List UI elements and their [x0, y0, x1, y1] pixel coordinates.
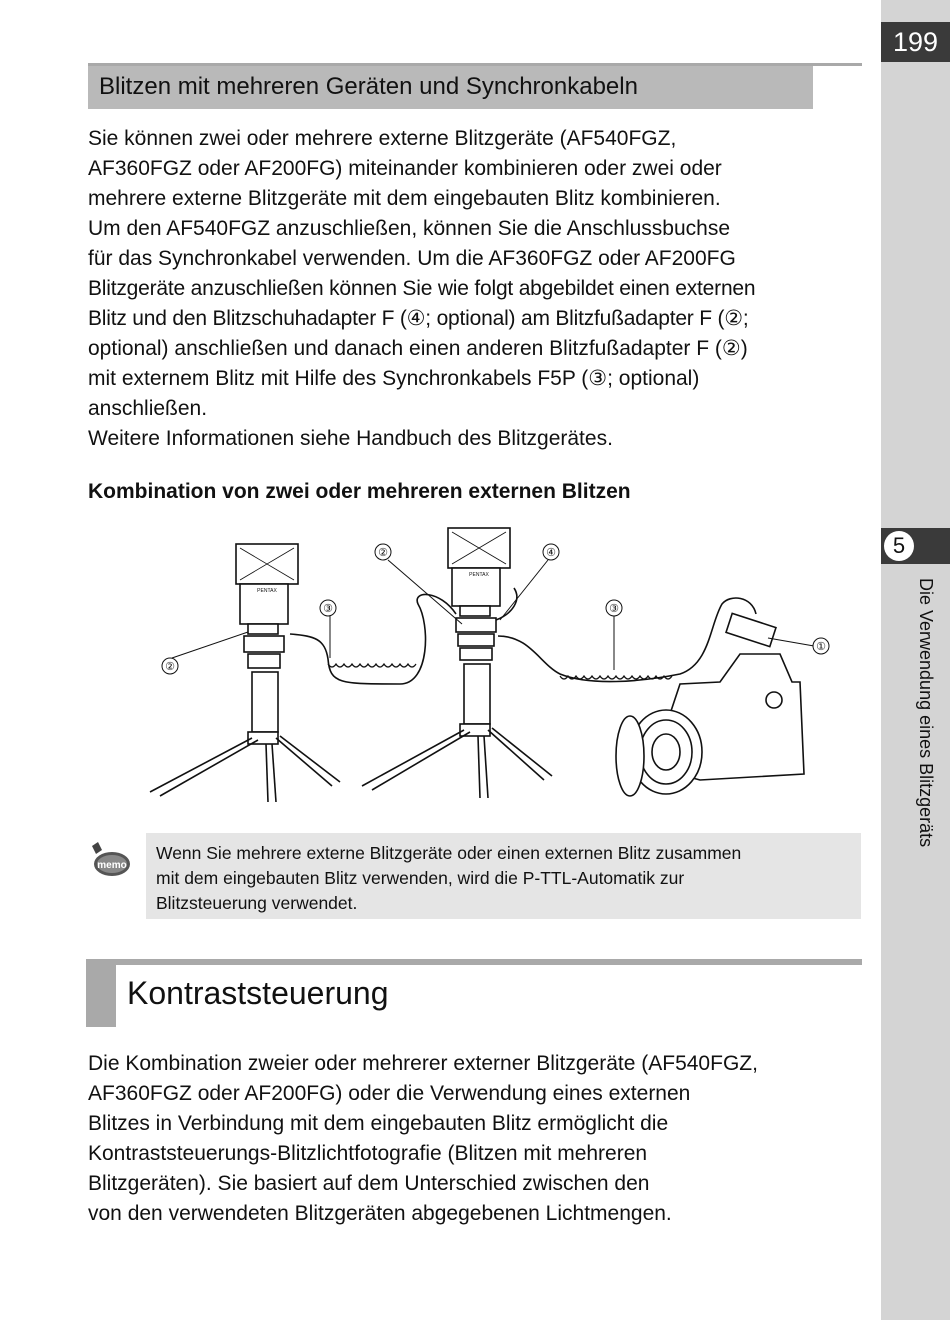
camera-body: [616, 613, 804, 796]
body-line: für das Synchronkabel verwenden. Um die AF360FGZ oder AF200FG: [88, 247, 736, 270]
memo-icon-label: memo: [97, 860, 127, 871]
body-line: Kontraststeuerungs-Blitzlichtfotografie (Blitzen mit mehreren: [88, 1142, 648, 1165]
callout-label: ②: [378, 547, 388, 559]
page-number: 199: [881, 22, 950, 62]
section2-rule: [86, 959, 862, 965]
callout-label: ④: [546, 547, 556, 559]
body-line: Blitz und den Blitzschuhadapter F (④; optional) am Blitzfußadapter F (②;: [88, 307, 749, 330]
body-line: Sie können zwei oder mehrere externe Blitzgeräte (AF540FGZ,: [88, 127, 677, 150]
callout-label: ①: [816, 641, 826, 653]
flash-brand-label: PENTAX: [469, 572, 489, 578]
flash-brand-label: PENTAX: [257, 588, 277, 594]
body-line: Blitzgeräte anzuschließen können Sie wie folgt abgebildet einen externen: [88, 277, 756, 300]
section2-body: [88, 1049, 863, 1229]
memo-icon: [88, 840, 132, 880]
callout-label: ③: [323, 603, 333, 615]
left-flash-unit: [150, 544, 340, 802]
callout-label: ③: [609, 603, 619, 615]
memo-line: mit dem eingebauten Blitz verwenden, wird die P-TTL-Automatik zur: [156, 868, 685, 888]
subheading: Kombination von zwei oder mehreren externen Blitzen: [88, 480, 631, 503]
body-line: AF360FGZ oder AF200FG) oder die Verwendung eines externen: [88, 1082, 691, 1105]
memo-line: Wenn Sie mehrere externe Blitzgeräte oder einen externen Blitz zusammen: [156, 843, 742, 863]
section2-bar: [86, 965, 116, 1027]
body-line: von den verwendeten Blitzgeräten abgegebenen Lichtmengen.: [88, 1202, 672, 1225]
section-heading: [88, 66, 813, 109]
body-line: AF360FGZ oder AF200FG) miteinander kombinieren oder zwei oder: [88, 157, 722, 180]
memo-text: [156, 841, 856, 916]
section-body: [88, 124, 863, 454]
body-line: optional) anschließen und danach einen anderen Blitzfußadapter F (②): [88, 337, 748, 360]
flash-setup-illustration: [140, 524, 840, 814]
chapter-number: 5: [884, 531, 914, 561]
body-line: mehrere externe Blitzgeräte mit dem eingebauten Blitz kombinieren.: [88, 187, 721, 210]
section2-title: Kontraststeuerung: [127, 975, 389, 1011]
body-line: Um den AF540FGZ anzuschließen, können Sie die Anschlussbuchse: [88, 217, 731, 240]
memo-box: [146, 833, 861, 919]
section-heading-text: Blitzen mit mehreren Geräten und Synchronkabeln: [99, 73, 638, 100]
body-line: Blitzes in Verbindung mit dem eingebauten Blitz ermöglicht die: [88, 1112, 669, 1135]
body-line: anschließen.: [88, 397, 208, 420]
body-line: Weitere Informationen siehe Handbuch des Blitzgerätes.: [88, 427, 613, 450]
body-line: Die Kombination zweier oder mehrerer externer Blitzgeräte (AF540FGZ,: [88, 1052, 758, 1075]
coiled-cable-left-coil: [328, 664, 416, 667]
chapter-title: Die Verwendung eines Blitzgeräts: [916, 578, 936, 848]
body-line: Blitzgeräten). Sie basiert auf dem Unterschied zwischen den: [88, 1172, 650, 1195]
body-line: mit externem Blitz mit Hilfe des Synchronkabels F5P (③; optional): [88, 367, 700, 390]
coiled-cable-right: [498, 598, 756, 682]
middle-flash-unit: [362, 528, 552, 798]
callout-label: ②: [165, 661, 175, 673]
coiled-cable-left: [290, 595, 456, 684]
memo-line: Blitzsteuerung verwendet.: [156, 893, 358, 913]
